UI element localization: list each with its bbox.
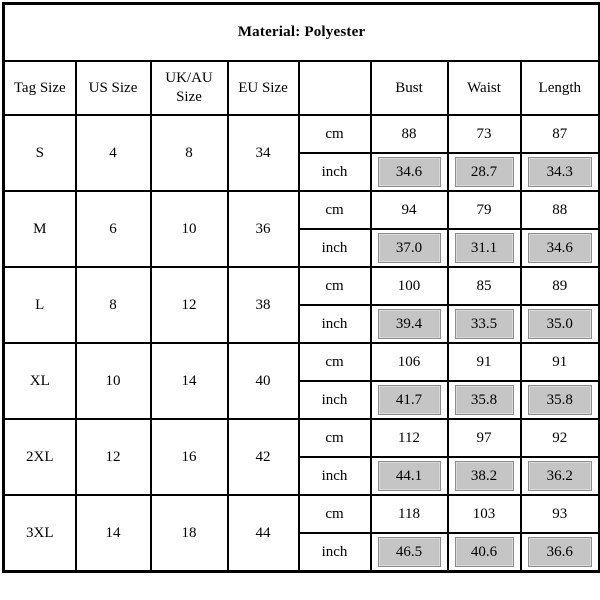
bust-cm-cell: 112 — [371, 419, 448, 457]
tag-size-cell: 3XL — [4, 495, 76, 572]
col-header-length: Length — [521, 61, 600, 115]
us-size-cell: 14 — [76, 495, 151, 572]
eu-size-cell: 38 — [228, 267, 299, 343]
highlight-box: 34.6 — [378, 157, 441, 187]
waist-inch-cell — [448, 229, 521, 267]
waist-inch-cell — [448, 381, 521, 419]
unit-cm-cell: cm — [299, 191, 371, 229]
length-cm-cell: 93 — [521, 495, 600, 533]
tag-size-cell: 2XL — [4, 419, 76, 495]
bust-cm-cell: 118 — [371, 495, 448, 533]
col-header-tag-size: Tag Size — [4, 61, 76, 115]
waist-inch-cell — [448, 533, 521, 572]
highlight-box: 34.3 — [528, 157, 593, 187]
eu-size-cell: 34 — [228, 115, 299, 191]
bust-inch-cell — [371, 305, 448, 343]
highlight-box: 28.7 — [455, 157, 514, 187]
us-size-cell: 4 — [76, 115, 151, 191]
highlight-box: 39.4 — [378, 309, 441, 339]
unit-inch-cell: inch — [299, 533, 371, 572]
uk-au-size-cell: 18 — [151, 495, 228, 572]
length-inch-cell — [521, 533, 600, 572]
bust-inch-cell — [371, 457, 448, 495]
length-inch-cell — [521, 153, 600, 191]
bust-inch-cell — [371, 381, 448, 419]
uk-au-size-cell: 14 — [151, 343, 228, 419]
eu-size-cell: 42 — [228, 419, 299, 495]
waist-cm-cell: 73 — [448, 115, 521, 153]
length-cm-cell: 92 — [521, 419, 600, 457]
highlight-box: 36.6 — [528, 537, 593, 567]
uk-au-size-cell: 12 — [151, 267, 228, 343]
bust-inch-cell — [371, 153, 448, 191]
unit-inch-cell: inch — [299, 305, 371, 343]
unit-cm-cell: cm — [299, 495, 371, 533]
highlight-box: 46.5 — [378, 537, 441, 567]
highlight-box: 36.2 — [528, 461, 593, 491]
bust-cm-cell: 88 — [371, 115, 448, 153]
material-title: Material: Polyester — [4, 4, 600, 62]
col-header-unit — [299, 61, 371, 115]
bust-cm-cell: 106 — [371, 343, 448, 381]
waist-cm-cell: 85 — [448, 267, 521, 305]
col-header-uk-au-size: UK/AU Size — [151, 61, 228, 115]
bust-inch-cell — [371, 229, 448, 267]
length-cm-cell: 87 — [521, 115, 600, 153]
uk-au-size-cell: 10 — [151, 191, 228, 267]
highlight-box: 37.0 — [378, 233, 441, 263]
unit-cm-cell: cm — [299, 343, 371, 381]
highlight-box: 34.6 — [528, 233, 593, 263]
length-cm-cell: 88 — [521, 191, 600, 229]
waist-cm-cell: 103 — [448, 495, 521, 533]
tag-size-cell: M — [4, 191, 76, 267]
unit-inch-cell: inch — [299, 381, 371, 419]
unit-inch-cell: inch — [299, 229, 371, 267]
waist-cm-cell: 91 — [448, 343, 521, 381]
length-cm-cell: 89 — [521, 267, 600, 305]
highlight-box: 41.7 — [378, 385, 441, 415]
length-inch-cell — [521, 229, 600, 267]
length-cm-cell: 91 — [521, 343, 600, 381]
col-header-eu-size: EU Size — [228, 61, 299, 115]
highlight-box: 33.5 — [455, 309, 514, 339]
highlight-box: 35.0 — [528, 309, 593, 339]
unit-inch-cell: inch — [299, 457, 371, 495]
highlight-box: 31.1 — [455, 233, 514, 263]
waist-inch-cell — [448, 457, 521, 495]
waist-cm-cell: 79 — [448, 191, 521, 229]
waist-inch-cell — [448, 305, 521, 343]
unit-cm-cell: cm — [299, 115, 371, 153]
bust-inch-cell — [371, 533, 448, 572]
length-inch-cell — [521, 457, 600, 495]
tag-size-cell: S — [4, 115, 76, 191]
col-header-bust: Bust — [371, 61, 448, 115]
waist-cm-cell: 97 — [448, 419, 521, 457]
bust-cm-cell: 100 — [371, 267, 448, 305]
length-inch-cell — [521, 305, 600, 343]
highlight-box: 35.8 — [455, 385, 514, 415]
us-size-cell: 6 — [76, 191, 151, 267]
us-size-cell: 12 — [76, 419, 151, 495]
eu-size-cell: 44 — [228, 495, 299, 572]
us-size-cell: 10 — [76, 343, 151, 419]
highlight-box: 40.6 — [455, 537, 514, 567]
highlight-box: 44.1 — [378, 461, 441, 491]
bust-cm-cell: 94 — [371, 191, 448, 229]
highlight-box: 35.8 — [528, 385, 593, 415]
col-header-waist: Waist — [448, 61, 521, 115]
eu-size-cell: 36 — [228, 191, 299, 267]
unit-cm-cell: cm — [299, 267, 371, 305]
size-chart-table — [2, 2, 600, 573]
unit-cm-cell: cm — [299, 419, 371, 457]
tag-size-cell: XL — [4, 343, 76, 419]
length-inch-cell — [521, 381, 600, 419]
us-size-cell: 8 — [76, 267, 151, 343]
waist-inch-cell — [448, 153, 521, 191]
col-header-us-size: US Size — [76, 61, 151, 115]
eu-size-cell: 40 — [228, 343, 299, 419]
uk-au-size-cell: 16 — [151, 419, 228, 495]
highlight-box: 38.2 — [455, 461, 514, 491]
unit-inch-cell: inch — [299, 153, 371, 191]
tag-size-cell: L — [4, 267, 76, 343]
uk-au-size-cell: 8 — [151, 115, 228, 191]
